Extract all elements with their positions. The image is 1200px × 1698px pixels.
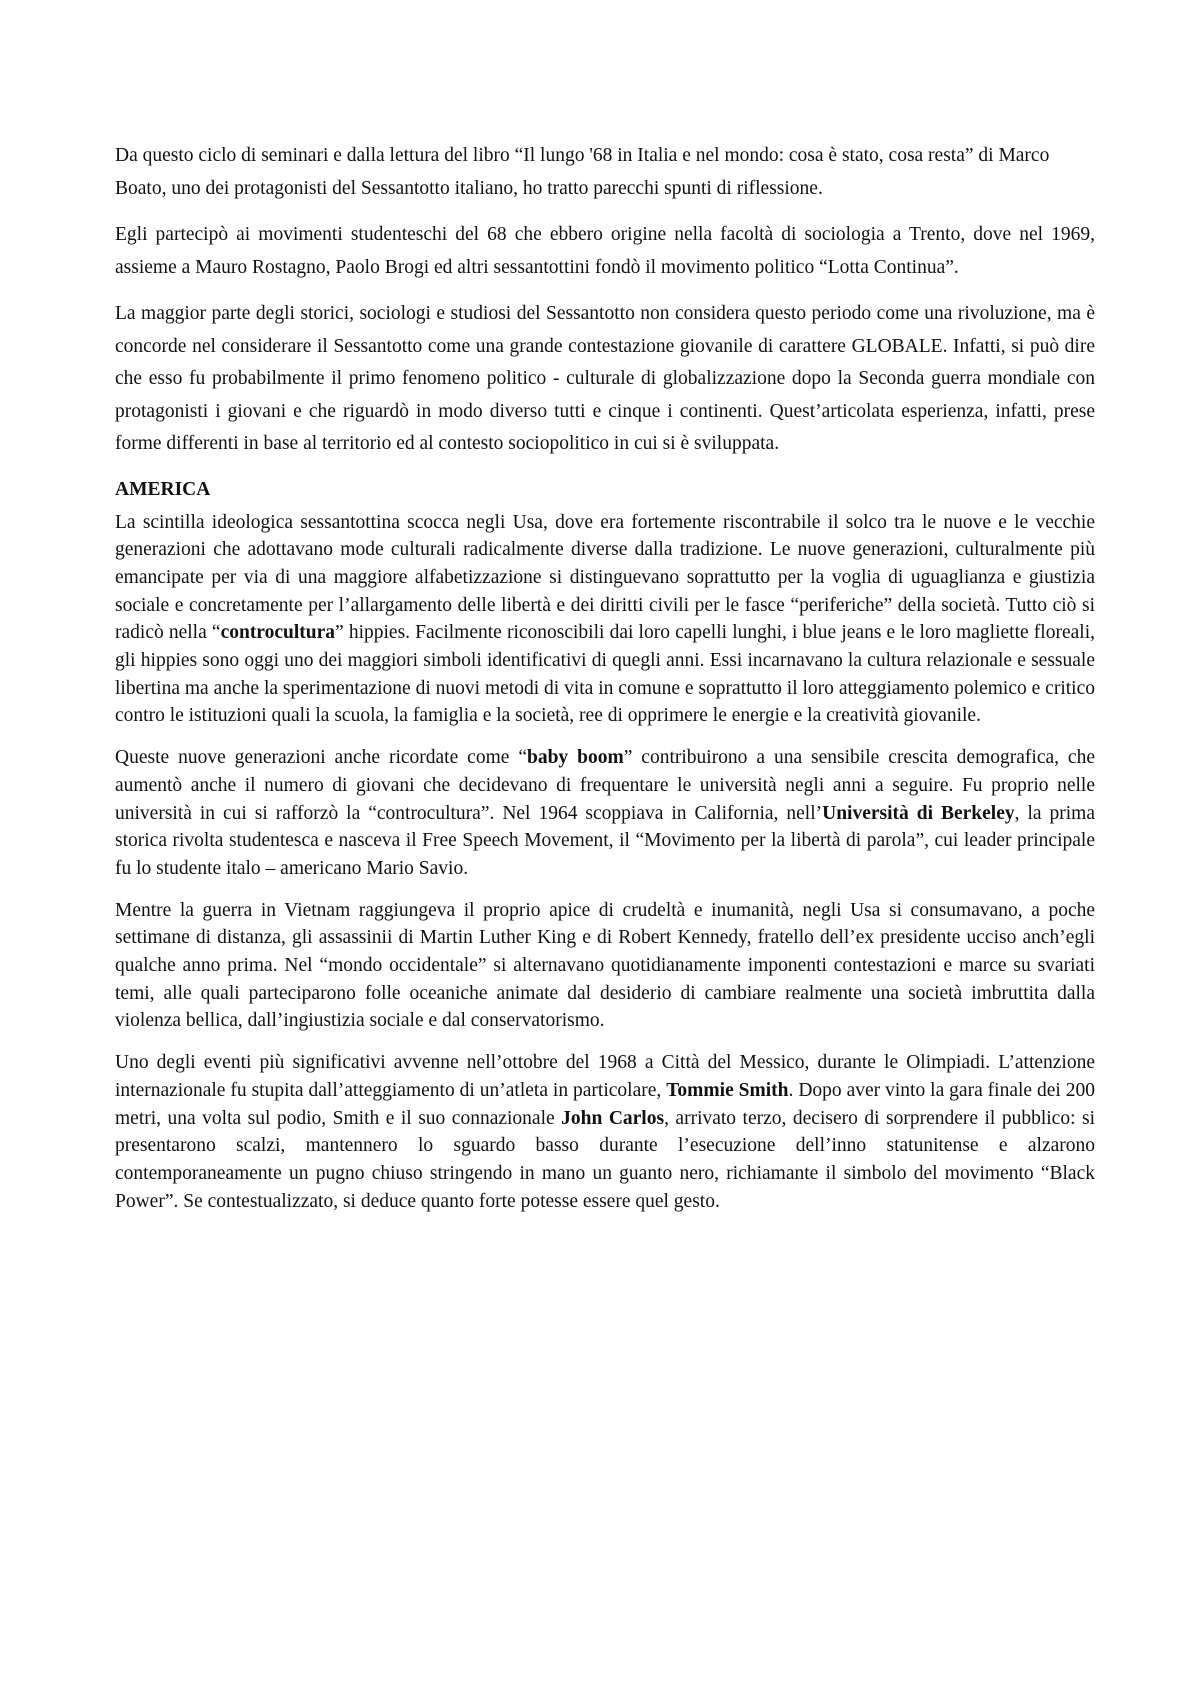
text-run: La scintilla ideologica sessantottina scocca negli Usa, dove era fortemente riscontrabile il solco tra le nuove e le vecchie generazioni che adottavano mode culturali radicalmente diverse dalla tradizione. Le nuove generazioni, culturalmente più emancipate per via di una maggiore alfabetizzazione si distinguevano soprattutto per la voglia di uguaglianza e giustizia sociale e concretamente per l’allargamento delle libertà e dei diritti civili per le fasce “periferiche” della società. Tutto ciò si radicò nella “ xyxy=(115,511,1095,644)
document-body xyxy=(115,140,1095,1229)
intro-paragraph-3: La maggior parte degli storici, sociologi e studiosi del Sessantotto non considera questo periodo come una rivoluzione, ma è concorde nel considerare il Sessantotto come una grande contestazione giovanile di carattere GLOBALE. Infatti, si può dire che esso fu probabilmente il primo fenomeno politico - culturale di globalizzazione dopo la Seconda guerra mondiale con protagonisti i giovani e che riguardò in modo diverso tutti e cinque i continenti. Quest’articolata esperienza, infatti, prese forme differenti in base al territorio ed al contesto sociopolitico in cui si è sviluppata. xyxy=(115,303,1095,454)
america-paragraph-1 xyxy=(115,509,1095,731)
america-paragraph-3: Mentre la guerra in Vietnam raggiungeva il proprio apice di crudeltà e inumanità, negli Usa si consumavano, a poche settimane di distanza, gli assassinii di Martin Luther King e di Robert Kennedy, fratello dell’ex presidente ucciso anch’egli qualche anno prima. Nel “mondo occidentale” si alternavano quotidianamente imponenti contestazioni e marce su svariati temi, alle quali parteciparono folle oceaniche animate dal desiderio di cambiare realmente una società imbruttita dalla violenza bellica, dall’ingiustizia sociale e dal conservatorismo. xyxy=(115,899,1095,1032)
text-run: ” hippies. Facilmente riconoscibili dai loro capelli lunghi, i blue jeans e le loro magliette floreali, gli hippies sono oggi uno dei maggiori simboli identificativi di quegli anni. Essi incarnavano la cultura relazionale e sessuale libertina ma anche la sperimentazione di nuovi metodi di vita in comune e soprattutto il loro atteggiamento polemico e critico contro le istituzioni quali la scuola, la famiglia e la società, ree di opprimere le energie e la creatività giovanile. xyxy=(115,622,1095,727)
section-heading-america: AMERICA xyxy=(115,478,211,500)
america-paragraph-4 xyxy=(115,1049,1095,1215)
bold-term-controcultura: controcultura xyxy=(220,622,336,644)
text-run: , la prima storica rivolta studentesca e nasceva il Free Speech Movement, il “Movimento per la libertà di parola”, cui leader principale fu lo studente italo – americano Mario Savio. xyxy=(115,802,1095,879)
bold-term-baby-boom: baby boom xyxy=(526,747,624,769)
text-run: Queste nuove generazioni anche ricordate come “ xyxy=(115,747,527,769)
bold-name-tommie-smith: Tommie Smith xyxy=(666,1079,789,1101)
text-run: Uno degli eventi più significativi avvenne nell’ottobre del 1968 a Città del Messico, durante le Olimpiadi. L’attenzione internazionale fu stupita dall’atteggiamento di un’atleta in particolare, xyxy=(115,1052,1095,1101)
intro-paragraph-2: Egli partecipò ai movimenti studenteschi del 68 che ebbero origine nella facoltà di sociologia a Trento, dove nel 1969, assieme a Mauro Rostagno, Paolo Brogi ed altri sessantottini fondò il movimento politico “Lotta Continua”. xyxy=(115,224,1095,278)
text-run: . Dopo aver vinto la gara finale dei 200 metri, una volta sul podio, Smith e il suo connazionale xyxy=(115,1079,1096,1129)
intro-paragraph-1: Da questo ciclo di seminari e dalla lettura del libro “Il lungo '68 in Italia e nel mondo: cosa è stato, cosa resta” di Marco Boato, uno dei protagonisti del Sessantotto italiano, ho tratto parecchi spunti di riflessione. xyxy=(115,145,1050,199)
text-run: , arrivato terzo, decisero di sorprendere il pubblico: si presentarono scalzi, mantennero lo sguardo basso durante l’esecuzione dell’inno statunitense e alzarono contemporaneamente un pugno chiuso stringendo in mano un guanto nero, richiamante il simbolo del movimento “Black Power”. Se contestualizzato, si deduce quanto forte potesse essere quel gesto. xyxy=(115,1107,1095,1212)
text-run: ” contribuirono a una sensibile crescita demografica, che aumentò anche il numero di giovani che decidevano di frequentare le università negli anni a seguire. Fu proprio nelle università in cui si rafforzò la “controcultura”. Nel 1964 scoppiava in California, nell’ xyxy=(115,747,1095,824)
bold-name-john-carlos: John Carlos xyxy=(561,1107,665,1129)
america-paragraph-2 xyxy=(115,744,1095,883)
bold-term-berkeley: Università di Berkeley xyxy=(822,802,1015,824)
